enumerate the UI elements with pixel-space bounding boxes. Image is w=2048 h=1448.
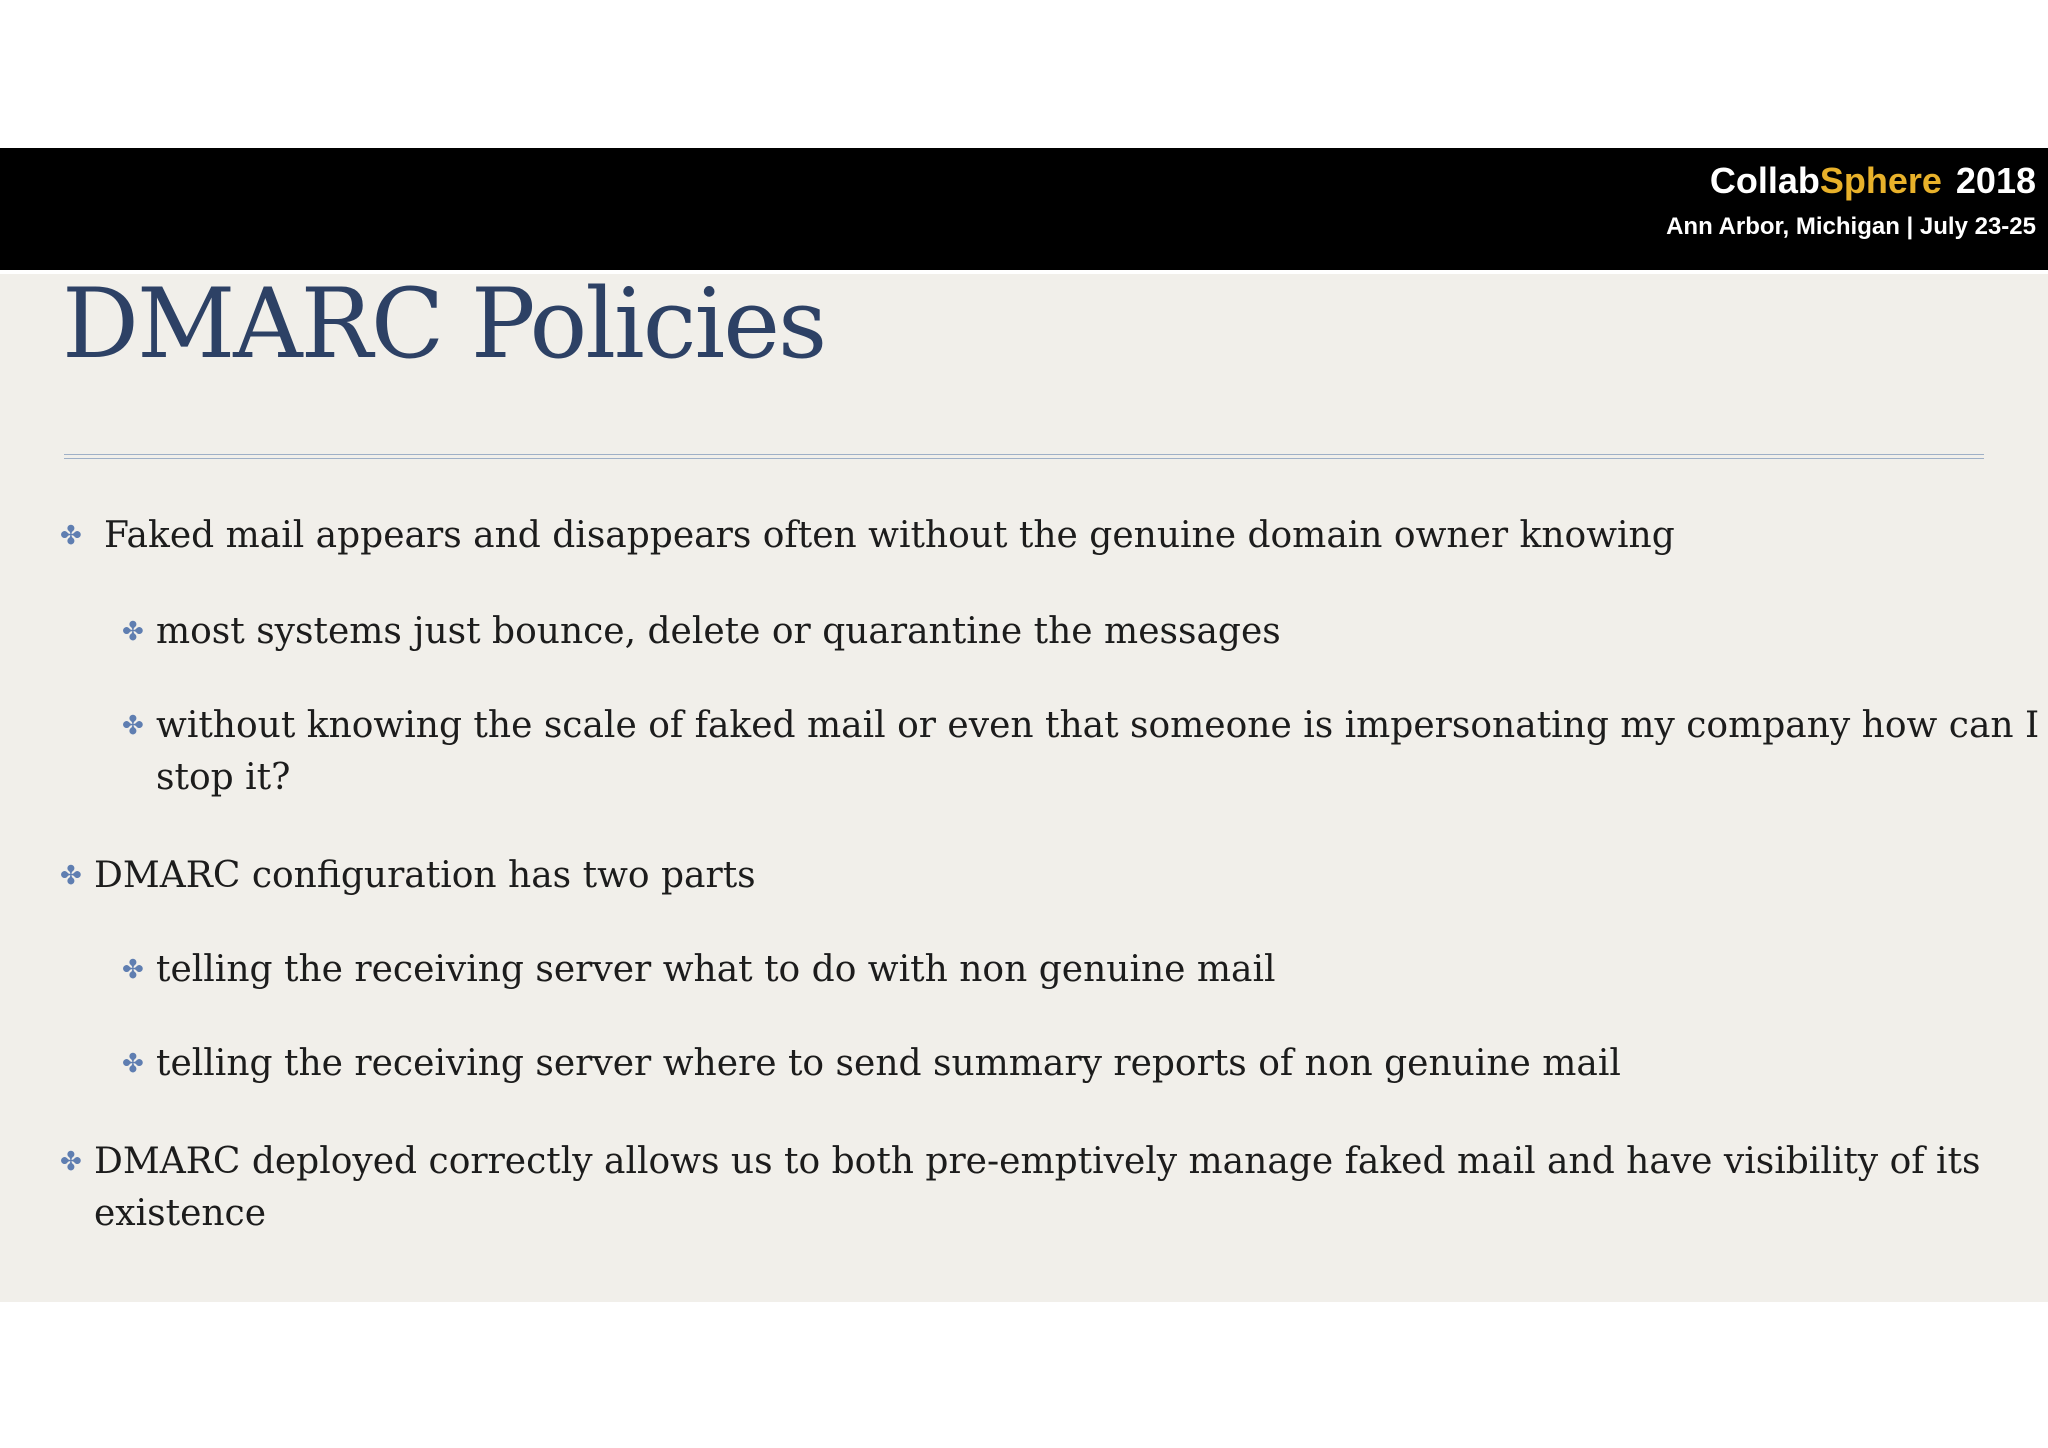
bullet-marker-icon: ✤ bbox=[60, 861, 82, 891]
bullet-text: existence bbox=[94, 1193, 267, 1234]
brand-collab: Collab bbox=[1709, 160, 1820, 201]
bullet-text: without knowing the scale of faked mail or even that someone is impersonating my company how can I bbox=[156, 705, 2040, 746]
brand-sphere: Sphere bbox=[1819, 160, 1942, 201]
bullet-text: DMARC configuration has two parts bbox=[94, 855, 756, 896]
bullet-text: stop it? bbox=[156, 757, 291, 798]
bullet-text: Faked mail appears and disappears often without the genuine domain owner knowing bbox=[104, 515, 1675, 556]
brand-year: 2018 bbox=[1955, 160, 2036, 201]
collabsphere-logo bbox=[1666, 158, 2036, 244]
header-banner bbox=[0, 148, 2048, 270]
bullet-text: telling the receiving server what to do with non genuine mail bbox=[156, 949, 1276, 990]
slide-title: DMARC Policies bbox=[62, 268, 826, 380]
slide-body bbox=[0, 270, 2048, 1302]
event-location-date: Ann Arbor, Michigan | July 23-25 bbox=[1666, 213, 2036, 240]
brand-name bbox=[1666, 158, 2036, 204]
bullet-text: DMARC deployed correctly allows us to both pre-emptively manage faked mail and have visibility of its bbox=[94, 1141, 1981, 1182]
bullet-list bbox=[0, 274, 2048, 1306]
bullet-text: most systems just bounce, delete or quarantine the messages bbox=[156, 611, 1281, 652]
bullet-marker-icon: ✤ bbox=[122, 1049, 144, 1079]
bullet-marker-icon: ✤ bbox=[122, 955, 144, 985]
bullet-text: telling the receiving server where to send summary reports of non genuine mail bbox=[156, 1043, 1621, 1084]
bullet-marker-icon: ✤ bbox=[60, 1147, 82, 1177]
bullet-marker-icon: ✤ bbox=[122, 711, 144, 741]
bullet-marker-icon: ✤ bbox=[122, 617, 144, 647]
bullet-marker-icon: ✤ bbox=[60, 521, 82, 551]
